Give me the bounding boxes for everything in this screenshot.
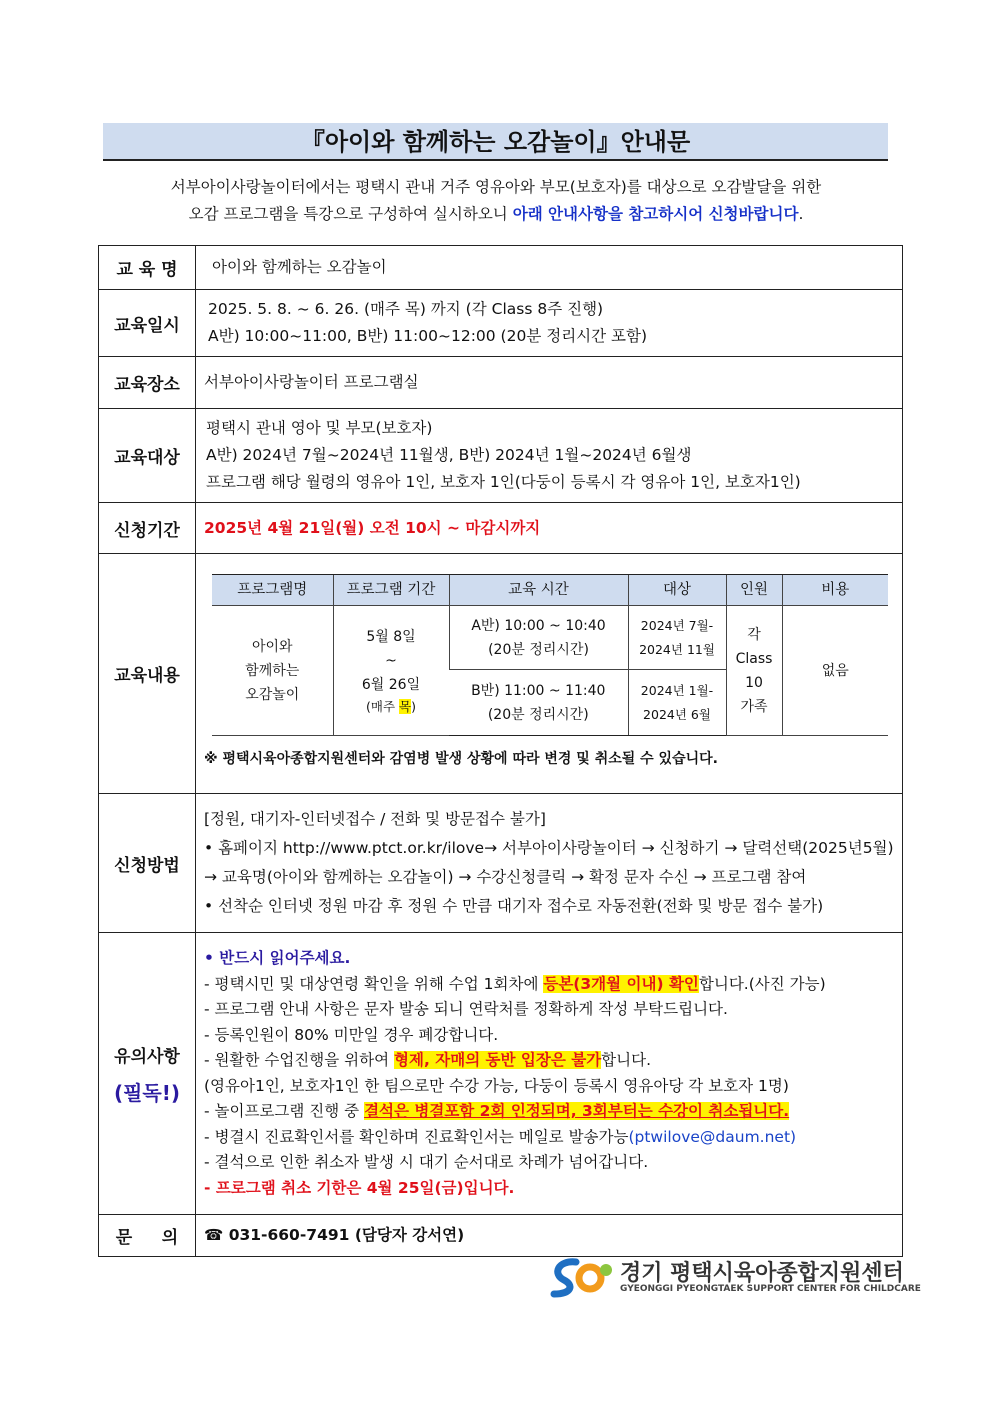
note-6-text: - 놀이프로그램 진행 중 [204,1102,365,1120]
note-5: (영유아1인, 보호자1인 한 팀으로만 수강 가능, 다둥이 등록시 영유아당 각 보호자 1명) [204,1076,789,1095]
row-target [99,409,903,503]
target-a-2: 2024년 11월 [639,641,715,657]
cell-target-b [628,670,726,736]
people-2: Class [735,650,773,667]
note-8: - 결석으로 인한 취소자 발생 시 대기 순서대로 차례가 넘어갑니다. [204,1153,649,1171]
info-table [98,245,903,1257]
value-notes [196,933,903,1215]
program-name-1: 아이와 [251,638,293,655]
period-note-day: 목 [399,698,412,714]
note-9: - 프로그램 취소 기한은 4월 25일(금)입니다. [204,1178,515,1197]
label-target: 교육대상 [99,409,196,503]
cell-people [726,606,782,736]
program-row-a [212,606,888,670]
label-period: 신청기간 [99,503,196,554]
label-contact: 문 의 [99,1215,196,1257]
people-1: 각 [747,626,761,643]
note-1-highlight: 등본(3개월 이내) 확인 [543,974,699,993]
note-7-text: - 병결시 진료확인서를 확인하며 진료확인서는 메일로 발송가능 [204,1127,629,1146]
cell-program-name [212,606,333,736]
note-1-end: 합니다.(사진 가능) [698,974,826,993]
label-date: 교육일시 [99,290,196,357]
date-line-2: A반) 10:00~11:00, B반) 11:00~12:00 (20분 정리시간 포함) [208,327,648,345]
value-name: 아이와 함께하는 오감놀이 [196,246,903,290]
note-4-end: 합니다. [601,1051,652,1069]
intro-line-2 [100,201,892,228]
target-a-1: 2024년 7월- [640,617,714,633]
label-content: 교육내용 [99,554,196,794]
note-2: - 프로그램 안내 사항은 문자 발송 되니 연락처를 정확하게 작성 부탁드립니다. [204,1000,728,1018]
cell-program-period [333,606,449,736]
date-line-1: 2025. 5. 8. ~ 6. 26. (매주 목) 까지 (각 Class 8주 진행) [208,300,604,318]
target-line-1: 평택시 관내 영아 및 부모(보호자) [206,419,433,437]
note-6-highlight: 결석은 병결포함 2회 인정되며, 3회부터는 수강이 취소됩니다. [364,1102,790,1120]
period-start: 5월 8일 [366,628,416,645]
target-line-3: 프로그램 해당 월령의 영유아 1인, 보호자 1인(다둥이 등록시 각 영유아 1인, 보호자1인) [206,473,801,491]
row-period [99,503,903,554]
label-apply: 신청방법 [99,794,196,933]
program-table [212,574,888,736]
value-target [196,409,903,503]
note-4-text: - 원활한 수업진행을 위하여 [204,1051,395,1069]
note-7-email[interactable]: (ptwilove@daum.net) [628,1127,797,1146]
cell-cost: 없음 [782,606,888,736]
intro-line-1: 서부아이사랑놀이터에서는 평택시 관내 거주 영유아와 부모(보호자)를 대상으로 오감발달을 위한 [170,178,822,196]
note-4 [204,1048,894,1074]
program-table-header [212,575,888,606]
target-line-2: A반) 2024년 7월~2024년 11월생, B반) 2024년 1월~2024년 6월생 [206,446,692,464]
center-name-english: GYEONGGI PYEONGTAEK SUPPORT CENTER FOR CHILDCARE [620,1284,921,1294]
note-1 [204,972,894,998]
row-notes [99,933,903,1215]
header-target: 대상 [628,575,726,606]
apply-line-3: → 교육명(아이와 함께하는 오감놀이) → 수강신청클릭 → 확정 문자 수신 → 프로그램 참여 [204,868,807,886]
target-b-2: 2024년 6월 [643,706,711,722]
time-b-1: B반) 11:00 ~ 11:40 [471,682,606,699]
period-note-a: (매주 [366,698,400,714]
header-program-period: 프로그램 기간 [333,575,449,606]
intro-text: 오감 프로그램을 특강으로 구성하여 실시하오니 [188,205,513,223]
note-4-highlight: 형제, 자매의 동반 입장은 불가 [394,1051,602,1069]
people-4: 가족 [740,698,768,715]
period-note [335,697,448,717]
note-1-text: - 평택시민 및 대상연령 확인을 위해 수업 1회차에 [204,974,544,993]
label-notes [99,933,196,1215]
time-a-1: A반) 10:00 ~ 10:40 [471,617,606,634]
program-name-2: 함께하는 [245,662,300,679]
people-3: 10 [745,674,763,691]
center-logo-icon [546,1256,616,1300]
content-note: ※ 평택시육아종합지원센터와 감염병 발생 상황에 따라 변경 및 취소될 수 있습니다. [204,751,718,767]
label-name: 교 육 명 [99,246,196,290]
row-place [99,357,903,409]
time-a-2: (20분 정리시간) [488,641,589,658]
time-b-2: (20분 정리시간) [487,706,589,723]
note-6 [204,1099,894,1125]
value-content [196,554,903,794]
period-tilde: ~ [385,652,397,669]
row-content [99,554,903,794]
notes-label: 유의사항 [114,1046,180,1067]
note-7 [204,1125,894,1151]
intro-emphasis: 아래 안내사항을 참고하시어 신청바랍니다 [512,205,799,223]
cell-target-a [628,606,726,670]
header-cost: 비용 [782,575,888,606]
row-name [99,246,903,290]
document-title: 『아이와 함께하는 오감놀이』안내문 [103,123,888,161]
header-program-name: 프로그램명 [212,575,333,606]
target-b-1: 2024년 1월- [640,682,714,698]
period-end: 6월 26일 [361,676,421,693]
intro-paragraph [100,174,892,228]
row-date [99,290,903,357]
header-time: 교육 시간 [449,575,628,606]
row-contact [99,1215,903,1257]
value-apply [196,794,903,933]
row-apply [99,794,903,933]
value-period: 2025년 4월 21일(월) 오전 10시 ~ 마감시까지 [196,503,903,554]
cell-time-b [449,670,628,736]
value-contact: ☎ 031-660-7491 (담당자 강서연) [196,1215,903,1257]
value-date [196,290,903,357]
notes-head: • 반드시 읽어주세요. [204,949,351,967]
value-place: 서부아이사랑놀이터 프로그램실 [196,357,903,409]
header-people: 인원 [726,575,782,606]
period-note-c: ) [411,698,416,714]
program-name-3: 오감놀이 [245,686,300,703]
center-name-korean: 경기 평택시육아종합지원센터 [620,1261,904,1286]
cell-time-a [449,606,628,670]
intro-period: . [798,205,804,223]
label-place: 교육장소 [99,357,196,409]
note-3: - 등록인원이 80% 미만일 경우 폐강합니다. [204,1025,499,1044]
apply-line-4: • 선착순 인터넷 정원 마감 후 정원 수 만큼 대기자 접수로 자동전환(전화 및 방문 접수 불가) [204,897,824,915]
apply-line-1: [정원, 대기자-인터넷접수 / 전화 및 방문접수 불가] [204,810,546,828]
notes-must-read: (필독!) [113,1080,181,1105]
apply-line-2: • 홈페이지 http://www.ptct.or.kr/ilove→ 서부아이사랑놀이터 → 신청하기 → 달력선택(2025년5월) [204,839,894,857]
